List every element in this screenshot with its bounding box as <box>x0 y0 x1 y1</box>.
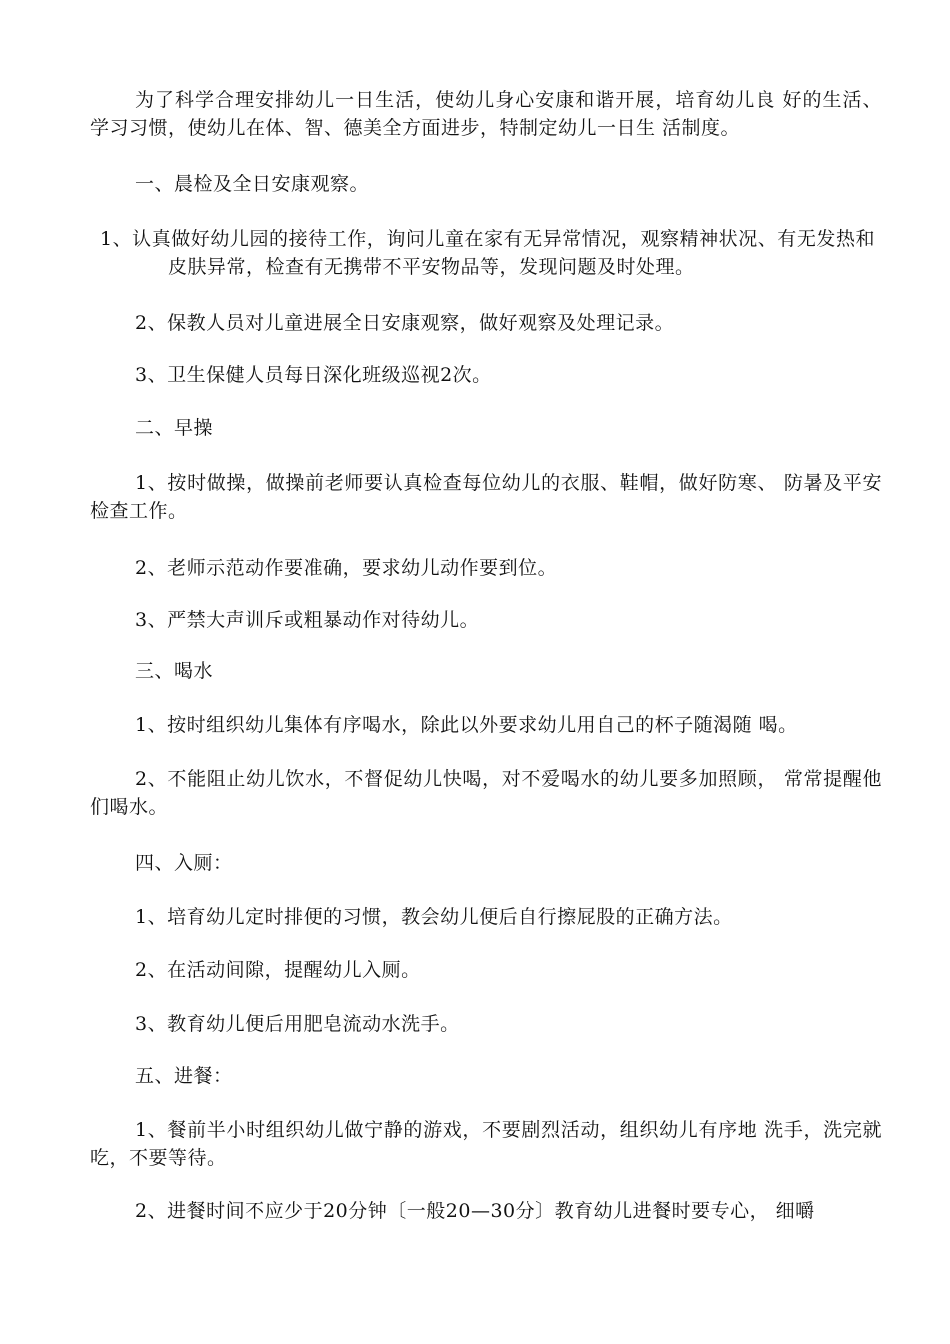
section1-item-3: 3、卫生保健人员每日深化班级巡视2次。 <box>135 364 492 386</box>
section5-item-2: 2、进餐时间不应少于20分钟〔一般20—30分〕教育幼儿进餐时要专心， 细嚼 <box>135 1200 815 1222</box>
section2-item-2: 2、老师示范动作要准确，要求幼儿动作要到位。 <box>135 557 558 579</box>
section3-item-1: 1、按时组织幼儿集体有序喝水，除此以外要求幼儿用自己的杯子随渴随 喝。 <box>135 714 798 736</box>
section-heading-drinking-water: 三、喝水 <box>135 660 214 682</box>
section-heading-morning-exercise: 二、早操 <box>135 417 214 439</box>
section4-item-1: 1、培育幼儿定时排便的习惯，教会幼儿便后自行擦屁股的正确方法。 <box>135 906 733 928</box>
section3-item-2: 2、不能阻止幼儿饮水，不督促幼儿快喝，对不爱喝水的幼儿要多加照顾， 常常提醒他们喝水。 <box>90 768 882 818</box>
section4-item-2: 2、在活动间隙，提醒幼儿入厕。 <box>135 959 421 981</box>
section4-item-3: 3、教育幼儿便后用肥皂流动水洗手。 <box>135 1013 460 1035</box>
section-heading-toilet: 四、入厕： <box>135 852 233 874</box>
section2-item-1: 1、按时做操，做操前老师要认真检查每位幼儿的衣服、鞋帽，做好防寒、 防暑及平安检查工作。 <box>90 472 882 522</box>
section1-item-1: 1、认真做好幼儿园的接待工作，询问儿童在家有无异常情况，观察精神状况、有无发热和皮肤异常，检查有无携带不平安物品等，发现问题及时处理。 <box>100 228 875 278</box>
section1-item-2: 2、保教人员对儿童进展全日安康观察，做好观察及处理记录。 <box>135 312 675 334</box>
intro-paragraph: 为了科学合理安排幼儿一日生活，使幼儿身心安康和谐开展，培育幼儿良 好的生活、学习习惯，使幼儿在体、智、德美全方面进步，特制定幼儿一日生 活制度。 <box>90 89 882 139</box>
section-heading-morning-check: 一、晨检及全日安康观察。 <box>135 173 370 195</box>
section5-item-1: 1、餐前半小时组织幼儿做宁静的游戏，不要剧烈活动，组织幼儿有序地 洗手，洗完就吃，不要等待。 <box>90 1119 882 1169</box>
section-heading-meals: 五、进餐： <box>135 1065 233 1087</box>
section2-item-3: 3、严禁大声训斥或粗暴动作对待幼儿。 <box>135 609 480 631</box>
